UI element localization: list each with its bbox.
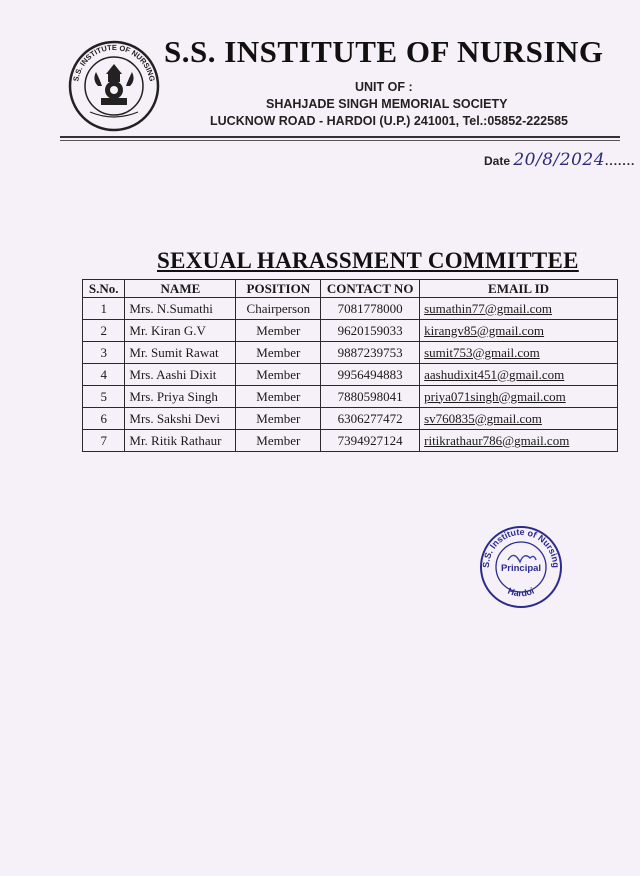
date-handwritten: 20/8/2024 <box>513 150 606 170</box>
table-row <box>83 430 618 452</box>
column-header-sno: S.No. <box>83 280 125 298</box>
cell-name: Mr. Sumit Rawat <box>125 342 236 364</box>
table-row <box>83 364 618 386</box>
committee-table <box>82 279 618 452</box>
committee-title: SEXUAL HARASSMENT COMMITTEE <box>157 248 579 273</box>
cell-email <box>420 386 618 408</box>
cell-email <box>420 364 618 386</box>
cell-contact: 9956494883 <box>321 364 420 386</box>
principal-stamp <box>478 524 564 610</box>
table-row <box>83 342 618 364</box>
cell-position: Member <box>236 430 321 452</box>
column-header-name: NAME <box>125 280 236 298</box>
cell-position: Member <box>236 386 321 408</box>
stamp-bottom-text: Hardoi <box>506 585 536 599</box>
email-link[interactable]: aashudixit451@gmail.com <box>424 366 565 382</box>
cell-sno: 7 <box>83 430 125 452</box>
cell-position: Member <box>236 408 321 430</box>
table-row <box>83 408 618 430</box>
cell-name: Mrs. Aashi Dixit <box>125 364 236 386</box>
table-row <box>83 298 618 320</box>
email-link[interactable]: sv760835@gmail.com <box>424 410 542 426</box>
logo-ring-text: S.S. INSTITUTE OF NURSING <box>71 42 157 83</box>
stamp-ring-text: S.S. Institute of Nursing <box>480 526 562 569</box>
cell-sno: 4 <box>83 364 125 386</box>
stamp-center-text: Principal <box>500 563 542 574</box>
cell-email <box>420 298 618 320</box>
cell-name: Mrs. N.Sumathi <box>125 298 236 320</box>
email-link[interactable]: sumit753@gmail.com <box>424 344 540 360</box>
cell-contact: 7880598041 <box>321 386 420 408</box>
cell-email <box>420 320 618 342</box>
header-divider-thin <box>60 140 620 141</box>
header-divider <box>60 136 620 138</box>
cell-position: Chairperson <box>236 298 321 320</box>
cell-sno: 5 <box>83 386 125 408</box>
date-dots: ....... <box>605 154 636 168</box>
cell-position: Member <box>236 320 321 342</box>
cell-name: Mr. Ritik Rathaur <box>125 430 236 452</box>
cell-sno: 2 <box>83 320 125 342</box>
table-row <box>83 320 618 342</box>
table-row <box>83 386 618 408</box>
unit-of-label: UNIT OF : <box>355 80 413 94</box>
email-link[interactable]: priya071singh@gmail.com <box>424 388 566 404</box>
cell-sno: 1 <box>83 298 125 320</box>
cell-email <box>420 342 618 364</box>
cell-name: Mrs. Priya Singh <box>125 386 236 408</box>
cell-contact: 6306277472 <box>321 408 420 430</box>
email-link[interactable]: ritikrathaur786@gmail.com <box>424 432 570 448</box>
society-name: SHAHJADE SINGH MEMORIAL SOCIETY <box>266 97 508 111</box>
institute-address: LUCKNOW ROAD - HARDOI (U.P.) 241001, Tel.:05852-222585 <box>210 114 568 128</box>
cell-position: Member <box>236 364 321 386</box>
signature-scribble <box>508 555 536 562</box>
table-header-row <box>83 280 618 298</box>
cell-email <box>420 430 618 452</box>
cell-position: Member <box>236 342 321 364</box>
cell-email <box>420 408 618 430</box>
cell-contact: 7081778000 <box>321 298 420 320</box>
column-header-contact: CONTACT NO <box>321 280 420 298</box>
cell-sno: 6 <box>83 408 125 430</box>
column-header-email: EMAIL ID <box>420 280 618 298</box>
institute-logo <box>68 40 160 132</box>
date-field <box>484 150 635 170</box>
column-header-position: POSITION <box>236 280 321 298</box>
cell-name: Mrs. Sakshi Devi <box>125 408 236 430</box>
cell-contact: 9620159033 <box>321 320 420 342</box>
cell-sno: 3 <box>83 342 125 364</box>
cell-contact: 7394927124 <box>321 430 420 452</box>
email-link[interactable]: sumathin77@gmail.com <box>424 300 552 316</box>
date-label: Date <box>484 154 511 168</box>
cell-contact: 9887239753 <box>321 342 420 364</box>
institute-name: S.S. INSTITUTE OF NURSING <box>164 34 604 69</box>
cell-name: Mr. Kiran G.V <box>125 320 236 342</box>
email-link[interactable]: kirangv85@gmail.com <box>424 322 545 338</box>
